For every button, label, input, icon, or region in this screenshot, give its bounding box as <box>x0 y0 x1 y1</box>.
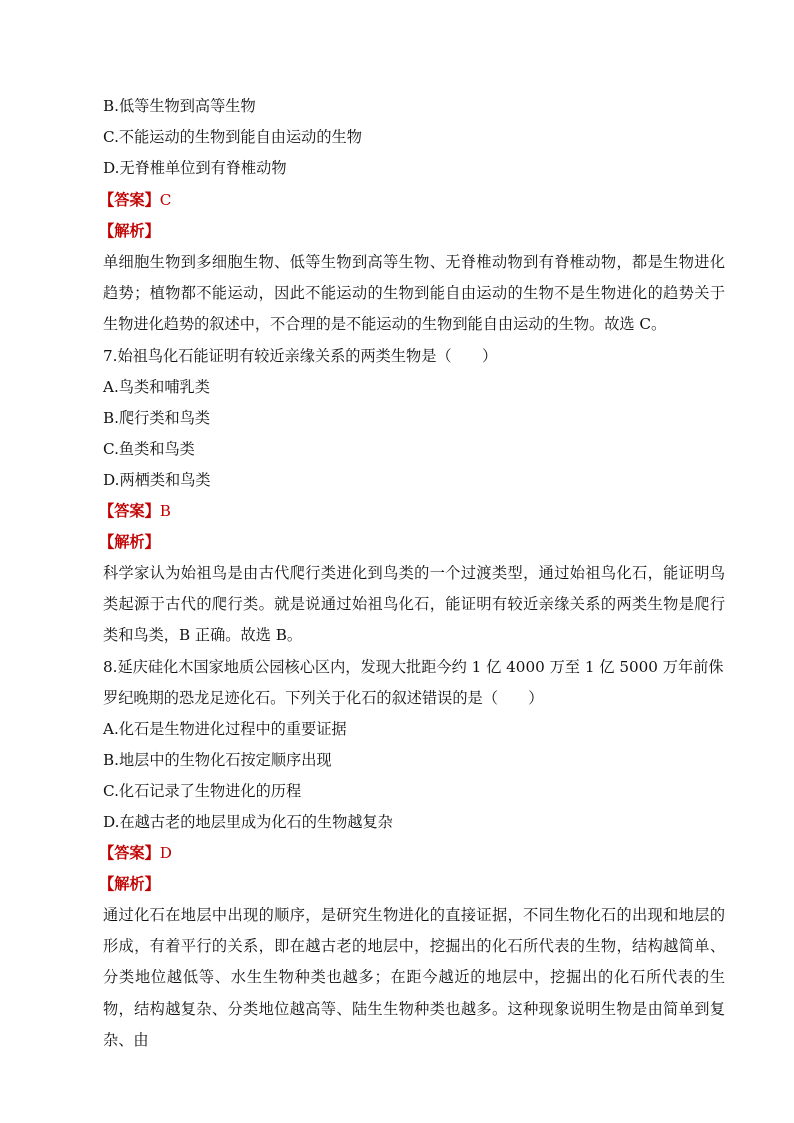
q7-option-b: B.爬行类和鸟类 <box>103 409 211 427</box>
q6-analysis <box>103 247 725 341</box>
q8-analysis <box>103 900 725 1056</box>
q6-option-b: B.低等生物到高等生物 <box>103 97 256 115</box>
q6-answer-line <box>99 190 171 210</box>
q7-analysis <box>103 558 725 652</box>
q6-answer: C <box>159 191 172 209</box>
q8-option-d: D.在越古老的地层里成为化石的生物越复杂 <box>103 813 393 831</box>
q7-analysis-text: 科学家认为始祖鸟是由古代爬行类进化到鸟类的一个过渡类型，通过始祖鸟化石，能证明鸟类起源于古代的爬行类。就是说通过始祖鸟化石，能证明有较近亲缘关系的两类生物是爬行类和鸟类，B 正确。故选 B。 <box>103 564 725 645</box>
q8-answer: D <box>159 844 172 862</box>
q8-answer-tag: 【答案】 <box>99 844 160 862</box>
q7-option-a: A.鸟类和哺乳类 <box>103 378 210 396</box>
q8-option-c: C.化石记录了生物进化的历程 <box>103 782 302 800</box>
q8-analysis-text: 通过化石在地层中出现的顺序，是研究生物进化的直接证据，不同生物化石的出现和地层的形成，有着平行的关系，即在越古老的地层中，挖掘出的化石所代表的生物，结构越简单、分类地位越低等、水生生物种类也越多；在距今越近的地层中，挖掘出的化石所代表的生物，结构越复杂、分类地位越高等、陆生生物种类也越多。这种现象说明生物是由简单到复杂、由 <box>103 906 725 1049</box>
q8-stem-line-1: 8.延庆硅化木国家地质公园核心区内，发现大批距今约 1 亿 4000 万至 1 亿 5000 万年前侏 <box>103 658 724 676</box>
q6-analysis-tag: 【解析】 <box>99 222 160 240</box>
q8-analysis-tag: 【解析】 <box>99 875 160 893</box>
q7-analysis-tag: 【解析】 <box>99 533 160 551</box>
q7-analysis-tag-line <box>99 532 160 552</box>
q6-analysis-tag-line <box>99 221 160 241</box>
q6-analysis-text: 单细胞生物到多细胞生物、低等生物到高等生物、无脊椎动物到有脊椎动物，都是生物进化趋势；植物都不能运动，因此不能运动的生物到能自由运动的生物不是生物进化的趋势关于生物进化趋势的叙述中，不合理的是不能运动的生物到能自由运动的生物。故选 C。 <box>103 253 725 334</box>
q7-answer-tag: 【答案】 <box>99 502 160 520</box>
q8-answer-line <box>99 843 172 863</box>
q6-option-c: C.不能运动的生物到能自由运动的生物 <box>103 128 362 146</box>
q7-option-c: C.鱼类和鸟类 <box>103 440 195 458</box>
q8-option-a: A.化石是生物进化过程中的重要证据 <box>103 720 347 738</box>
q7-stem: 7.始祖鸟化石能证明有较近亲缘关系的两类生物是（ ） <box>103 347 498 365</box>
q6-option-d: D.无脊椎单位到有脊椎动物 <box>103 159 287 177</box>
q7-answer-line <box>99 501 171 521</box>
q8-stem-line-2: 罗纪晚期的恐龙足迹化石。下列关于化石的叙述错误的是（ ） <box>103 689 544 707</box>
q7-answer: B <box>159 502 171 520</box>
q8-analysis-tag-line <box>99 874 160 894</box>
q6-answer-tag: 【答案】 <box>99 191 160 209</box>
q8-option-b: B.地层中的生物化石按定顺序出现 <box>103 751 332 769</box>
q7-option-d: D.两栖类和鸟类 <box>103 471 211 489</box>
